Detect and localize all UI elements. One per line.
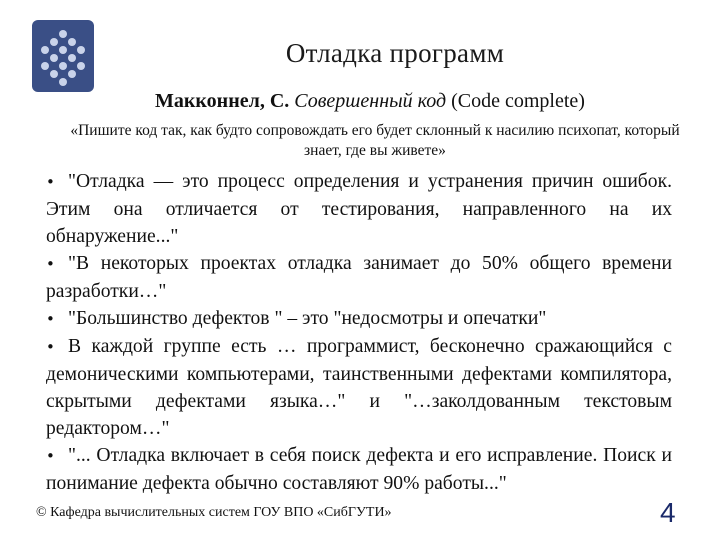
bullet-item bbox=[46, 305, 672, 333]
footer-copyright: © Кафедра вычислительных систем ГОУ ВПО «СибГУТИ» bbox=[36, 505, 392, 520]
bullet-text: В каждой группе есть … программист, бесконечно сражающийся с демоническими компьютерами, таинственными дефектами компилятора, скрытыми дефектами языка…" и "…заколдованным текстовым редактором…" bbox=[46, 336, 672, 439]
bullet-icon: • bbox=[46, 338, 55, 356]
source-author: Макконнел, С. bbox=[155, 90, 290, 112]
bullet-icon: • bbox=[46, 447, 55, 465]
bullet-icon: • bbox=[46, 173, 55, 191]
source-original-title: (Code complete) bbox=[451, 90, 585, 112]
bullet-icon: • bbox=[46, 310, 55, 328]
logo-dots-icon bbox=[32, 20, 94, 92]
university-logo bbox=[32, 20, 94, 92]
source-book: Совершенный код bbox=[294, 90, 447, 112]
source-reference bbox=[60, 90, 680, 113]
bullet-text: "Большинство дефектов " – это "недосмотры и опечатки" bbox=[68, 308, 547, 329]
bullet-item bbox=[46, 250, 672, 305]
bullet-item bbox=[46, 168, 672, 250]
bullet-item bbox=[46, 333, 672, 442]
bullet-list bbox=[46, 168, 672, 497]
page-number: 4 bbox=[660, 497, 676, 528]
bullet-text: "... Отладка включает в себя поиск дефекта и его исправление. Поиск и понимание дефекта обычно составляют 90% работы..." bbox=[46, 445, 672, 494]
bullet-icon: • bbox=[46, 255, 55, 273]
slide-title: Отладка программ bbox=[285, 38, 505, 68]
bullet-text: "В некоторых проектах отладка занимает до 50% общего времени разработки…" bbox=[46, 253, 672, 302]
epigraph: «Пишите код так, как будто сопровождать его будет склонный к насилию психопат, который знает, где вы живете» bbox=[70, 122, 680, 159]
bullet-item bbox=[46, 442, 672, 497]
bullet-text: "Отладка — это процесс определения и устранения причин ошибок. Этим она отличается от тестирования, направленного на их обнаружение..." bbox=[46, 171, 672, 247]
